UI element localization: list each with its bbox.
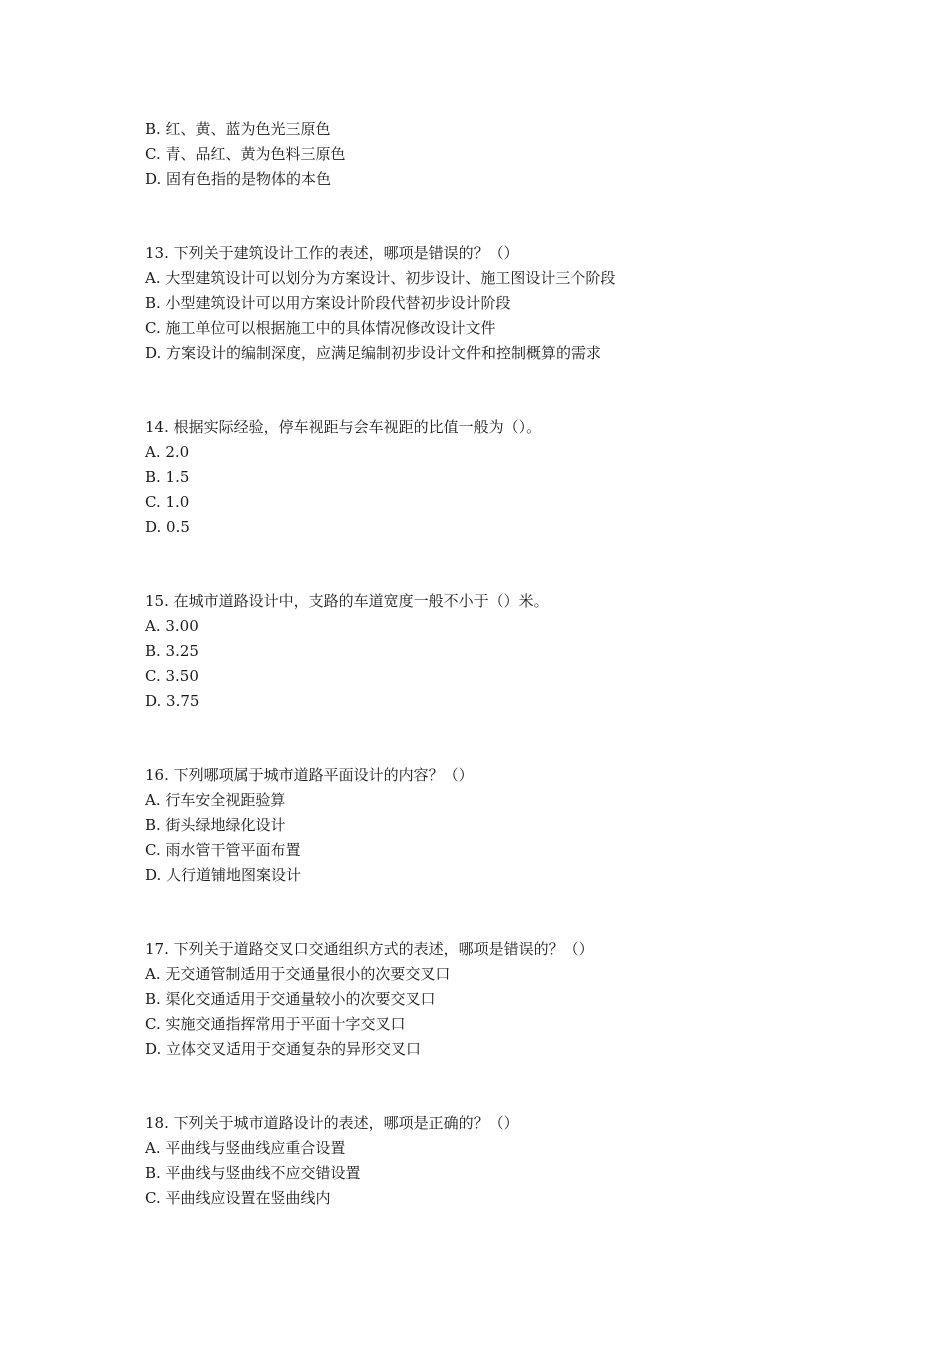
question-15 bbox=[145, 589, 825, 714]
option-a: A. 大型建筑设计可以划分为方案设计、初步设计、施工图设计三个阶段 bbox=[145, 269, 616, 287]
option-d: D. 方案设计的编制深度，应满足编制初步设计文件和控制概算的需求 bbox=[145, 344, 602, 362]
option-a: A. 无交通管制适用于交通量很小的次要交叉口 bbox=[145, 965, 451, 983]
question-14 bbox=[145, 415, 825, 540]
question-18 bbox=[145, 1111, 825, 1211]
option-c: C. 施工单位可以根据施工中的具体情况修改设计文件 bbox=[145, 319, 496, 337]
question-13 bbox=[145, 241, 825, 366]
question-stem: 18. 下列关于城市道路设计的表述，哪项是正确的？（） bbox=[145, 1114, 519, 1132]
question-stem: 13. 下列关于建筑设计工作的表述，哪项是错误的？（） bbox=[145, 244, 519, 262]
question-stem: 17. 下列关于道路交叉口交通组织方式的表述，哪项是错误的？（） bbox=[145, 940, 594, 958]
exam-content bbox=[145, 117, 825, 1211]
option-b: B. 1.5 bbox=[145, 468, 190, 486]
option-d: D. 人行道铺地图案设计 bbox=[145, 866, 302, 884]
option-d: D. 0.5 bbox=[145, 518, 190, 536]
option-d: D. 固有色指的是物体的本色 bbox=[145, 170, 332, 188]
question-16 bbox=[145, 763, 825, 888]
option-c: C. 1.0 bbox=[145, 493, 190, 511]
option-c: C. 3.50 bbox=[145, 667, 199, 685]
question-stem: 16. 下列哪项属于城市道路平面设计的内容？（） bbox=[145, 766, 474, 784]
carryover-options bbox=[145, 117, 825, 192]
option-b: B. 渠化交通适用于交通量较小的次要交叉口 bbox=[145, 990, 436, 1008]
option-c: C. 实施交通指挥常用于平面十字交叉口 bbox=[145, 1015, 406, 1033]
option-c: C. 雨水管干管平面布置 bbox=[145, 841, 301, 859]
option-b: B. 3.25 bbox=[145, 642, 199, 660]
option-c: C. 青、品红、黄为色料三原色 bbox=[145, 145, 346, 163]
option-b: B. 红、黄、蓝为色光三原色 bbox=[145, 120, 331, 138]
option-b: B. 平曲线与竖曲线不应交错设置 bbox=[145, 1164, 361, 1182]
option-a: A. 3.00 bbox=[145, 617, 199, 635]
option-a: A. 平曲线与竖曲线应重合设置 bbox=[145, 1139, 346, 1157]
option-b: B. 小型建筑设计可以用方案设计阶段代替初步设计阶段 bbox=[145, 294, 511, 312]
option-a: A. 2.0 bbox=[145, 443, 190, 461]
question-17 bbox=[145, 937, 825, 1062]
option-d: D. 立体交叉适用于交通复杂的异形交叉口 bbox=[145, 1040, 422, 1058]
option-d: D. 3.75 bbox=[145, 692, 200, 710]
option-a: A. 行车安全视距验算 bbox=[145, 791, 286, 809]
option-c: C. 平曲线应设置在竖曲线内 bbox=[145, 1189, 331, 1207]
question-stem: 14. 根据实际经验，停车视距与会车视距的比值一般为（）。 bbox=[145, 418, 542, 436]
question-stem: 15. 在城市道路设计中，支路的车道宽度一般不小于（）米。 bbox=[145, 592, 549, 610]
option-b: B. 街头绿地绿化设计 bbox=[145, 816, 286, 834]
